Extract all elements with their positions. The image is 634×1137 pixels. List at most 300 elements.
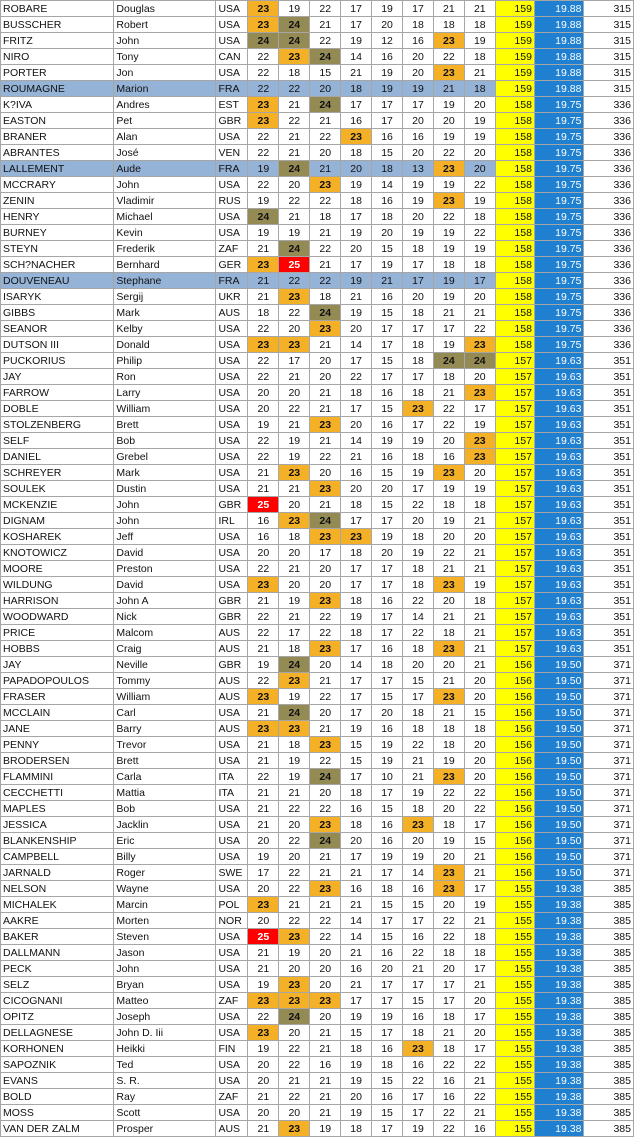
rank-cell[interactable]: 351 — [584, 513, 634, 529]
last-name-cell[interactable]: BRODERSEN — [1, 753, 114, 769]
score-cell[interactable]: 23 — [310, 177, 341, 193]
first-name-cell[interactable]: Aude — [114, 161, 216, 177]
score-cell[interactable]: 22 — [464, 1089, 495, 1105]
last-name-cell[interactable]: MOORE — [1, 561, 114, 577]
first-name-cell[interactable]: Ted — [114, 1057, 216, 1073]
score-cell[interactable]: 19 — [433, 337, 464, 353]
score-cell[interactable]: 20 — [248, 385, 279, 401]
score-cell[interactable]: 21 — [403, 769, 434, 785]
score-cell[interactable]: 23 — [279, 1121, 310, 1137]
score-cell[interactable]: 14 — [341, 657, 372, 673]
first-name-cell[interactable]: Ron — [114, 369, 216, 385]
average-cell[interactable]: 19.75 — [534, 145, 583, 161]
rank-cell[interactable]: 315 — [584, 49, 634, 65]
total-cell[interactable]: 156 — [495, 785, 534, 801]
country-cell[interactable]: USA — [216, 705, 248, 721]
score-cell[interactable]: 22 — [248, 49, 279, 65]
total-cell[interactable]: 157 — [495, 417, 534, 433]
score-cell[interactable]: 21 — [248, 817, 279, 833]
country-cell[interactable]: USA — [216, 129, 248, 145]
score-cell[interactable]: 21 — [248, 1121, 279, 1137]
total-cell[interactable]: 157 — [495, 577, 534, 593]
score-cell[interactable]: 19 — [464, 129, 495, 145]
last-name-cell[interactable]: PORTER — [1, 65, 114, 81]
score-cell[interactable]: 20 — [310, 961, 341, 977]
score-cell[interactable]: 18 — [341, 625, 372, 641]
average-cell[interactable]: 19.50 — [534, 673, 583, 689]
score-cell[interactable]: 22 — [433, 785, 464, 801]
score-cell[interactable]: 20 — [279, 545, 310, 561]
score-cell[interactable]: 18 — [341, 385, 372, 401]
first-name-cell[interactable]: Neville — [114, 657, 216, 673]
score-cell[interactable]: 19 — [433, 177, 464, 193]
rank-cell[interactable]: 351 — [584, 369, 634, 385]
average-cell[interactable]: 19.75 — [534, 129, 583, 145]
score-cell[interactable]: 19 — [372, 737, 403, 753]
score-cell[interactable]: 21 — [341, 449, 372, 465]
score-cell[interactable]: 22 — [310, 609, 341, 625]
score-cell[interactable]: 22 — [433, 209, 464, 225]
average-cell[interactable]: 19.38 — [534, 913, 583, 929]
first-name-cell[interactable]: Scott — [114, 1105, 216, 1121]
score-cell[interactable]: 17 — [464, 1041, 495, 1057]
country-cell[interactable]: USA — [216, 17, 248, 33]
average-cell[interactable]: 19.50 — [534, 689, 583, 705]
average-cell[interactable]: 19.75 — [534, 113, 583, 129]
score-cell[interactable]: 18 — [310, 289, 341, 305]
average-cell[interactable]: 19.38 — [534, 977, 583, 993]
score-cell[interactable]: 15 — [372, 897, 403, 913]
last-name-cell[interactable]: ROUMAGNE — [1, 81, 114, 97]
score-cell[interactable]: 16 — [433, 449, 464, 465]
average-cell[interactable]: 19.38 — [534, 1041, 583, 1057]
average-cell[interactable]: 19.63 — [534, 513, 583, 529]
score-cell[interactable]: 20 — [279, 497, 310, 513]
rank-cell[interactable]: 336 — [584, 97, 634, 113]
score-cell[interactable]: 23 — [341, 529, 372, 545]
score-cell[interactable]: 20 — [310, 657, 341, 673]
score-cell[interactable]: 23 — [433, 577, 464, 593]
score-cell[interactable]: 16 — [310, 1057, 341, 1073]
country-cell[interactable]: USA — [216, 929, 248, 945]
rank-cell[interactable]: 336 — [584, 161, 634, 177]
score-cell[interactable]: 20 — [464, 673, 495, 689]
score-cell[interactable]: 24 — [279, 17, 310, 33]
score-cell[interactable]: 23 — [248, 17, 279, 33]
score-cell[interactable]: 21 — [248, 705, 279, 721]
score-cell[interactable]: 20 — [433, 849, 464, 865]
score-cell[interactable]: 22 — [279, 913, 310, 929]
score-cell[interactable]: 16 — [372, 1089, 403, 1105]
average-cell[interactable]: 19.75 — [534, 177, 583, 193]
score-cell[interactable]: 22 — [248, 433, 279, 449]
score-cell[interactable]: 17 — [403, 481, 434, 497]
score-cell[interactable]: 23 — [248, 577, 279, 593]
score-cell[interactable]: 23 — [248, 257, 279, 273]
score-cell[interactable]: 22 — [248, 321, 279, 337]
score-cell[interactable]: 23 — [433, 65, 464, 81]
last-name-cell[interactable]: OPITZ — [1, 1009, 114, 1025]
score-cell[interactable]: 22 — [279, 881, 310, 897]
score-cell[interactable]: 17 — [341, 513, 372, 529]
last-name-cell[interactable]: MCCLAIN — [1, 705, 114, 721]
first-name-cell[interactable]: Carl — [114, 705, 216, 721]
score-cell[interactable]: 23 — [433, 865, 464, 881]
score-cell[interactable]: 22 — [433, 1121, 464, 1137]
country-cell[interactable]: ITA — [216, 785, 248, 801]
last-name-cell[interactable]: KORHONEN — [1, 1041, 114, 1057]
last-name-cell[interactable]: ZENIN — [1, 193, 114, 209]
score-cell[interactable]: 21 — [433, 673, 464, 689]
country-cell[interactable]: GBR — [216, 113, 248, 129]
score-cell[interactable]: 21 — [310, 1041, 341, 1057]
first-name-cell[interactable]: Wayne — [114, 881, 216, 897]
score-cell[interactable]: 16 — [403, 33, 434, 49]
score-cell[interactable]: 21 — [464, 913, 495, 929]
score-cell[interactable]: 17 — [341, 769, 372, 785]
country-cell[interactable]: USA — [216, 737, 248, 753]
total-cell[interactable]: 156 — [495, 753, 534, 769]
score-cell[interactable]: 14 — [341, 913, 372, 929]
score-cell[interactable]: 20 — [372, 545, 403, 561]
score-cell[interactable]: 22 — [248, 609, 279, 625]
last-name-cell[interactable]: SAPOZNIK — [1, 1057, 114, 1073]
score-cell[interactable]: 21 — [310, 257, 341, 273]
score-cell[interactable]: 17 — [341, 257, 372, 273]
score-cell[interactable]: 17 — [372, 785, 403, 801]
total-cell[interactable]: 155 — [495, 1041, 534, 1057]
last-name-cell[interactable]: STOLZENBERG — [1, 417, 114, 433]
country-cell[interactable]: AUS — [216, 625, 248, 641]
score-cell[interactable]: 21 — [310, 337, 341, 353]
score-cell[interactable]: 19 — [341, 721, 372, 737]
country-cell[interactable]: USA — [216, 577, 248, 593]
total-cell[interactable]: 158 — [495, 145, 534, 161]
average-cell[interactable]: 19.38 — [534, 961, 583, 977]
score-cell[interactable]: 18 — [433, 721, 464, 737]
score-cell[interactable]: 20 — [403, 113, 434, 129]
country-cell[interactable]: ITA — [216, 769, 248, 785]
score-cell[interactable]: 19 — [279, 1, 310, 17]
score-cell[interactable]: 14 — [341, 337, 372, 353]
rank-cell[interactable]: 385 — [584, 1057, 634, 1073]
country-cell[interactable]: USA — [216, 529, 248, 545]
country-cell[interactable]: EST — [216, 97, 248, 113]
country-cell[interactable]: AUS — [216, 641, 248, 657]
first-name-cell[interactable]: Mark — [114, 465, 216, 481]
total-cell[interactable]: 155 — [495, 1025, 534, 1041]
score-cell[interactable]: 18 — [341, 1041, 372, 1057]
score-cell[interactable]: 10 — [372, 769, 403, 785]
rank-cell[interactable]: 351 — [584, 561, 634, 577]
last-name-cell[interactable]: JESSICA — [1, 817, 114, 833]
score-cell[interactable]: 23 — [433, 689, 464, 705]
score-cell[interactable]: 22 — [279, 193, 310, 209]
first-name-cell[interactable]: John — [114, 497, 216, 513]
score-cell[interactable]: 21 — [310, 401, 341, 417]
score-cell[interactable]: 24 — [310, 513, 341, 529]
score-cell[interactable]: 19 — [433, 833, 464, 849]
score-cell[interactable]: 19 — [403, 177, 434, 193]
score-cell[interactable]: 21 — [248, 945, 279, 961]
score-cell[interactable]: 23 — [310, 321, 341, 337]
score-cell[interactable]: 23 — [279, 977, 310, 993]
last-name-cell[interactable]: KNOTOWICZ — [1, 545, 114, 561]
country-cell[interactable]: GBR — [216, 497, 248, 513]
score-cell[interactable]: 22 — [248, 1009, 279, 1025]
score-cell[interactable]: 21 — [464, 865, 495, 881]
score-cell[interactable]: 21 — [310, 497, 341, 513]
score-cell[interactable]: 24 — [433, 353, 464, 369]
score-cell[interactable]: 18 — [403, 305, 434, 321]
score-cell[interactable]: 23 — [464, 433, 495, 449]
average-cell[interactable]: 19.63 — [534, 417, 583, 433]
score-cell[interactable]: 15 — [403, 673, 434, 689]
total-cell[interactable]: 155 — [495, 977, 534, 993]
score-cell[interactable]: 20 — [403, 289, 434, 305]
rank-cell[interactable]: 385 — [584, 1105, 634, 1121]
total-cell[interactable]: 155 — [495, 881, 534, 897]
last-name-cell[interactable]: BOLD — [1, 1089, 114, 1105]
score-cell[interactable]: 20 — [248, 1057, 279, 1073]
score-cell[interactable]: 20 — [341, 241, 372, 257]
score-cell[interactable]: 19 — [341, 33, 372, 49]
total-cell[interactable]: 157 — [495, 561, 534, 577]
last-name-cell[interactable]: PECK — [1, 961, 114, 977]
last-name-cell[interactable]: DIGNAM — [1, 513, 114, 529]
score-cell[interactable]: 19 — [403, 81, 434, 97]
score-cell[interactable]: 18 — [403, 705, 434, 721]
score-cell[interactable]: 17 — [403, 369, 434, 385]
score-cell[interactable]: 22 — [279, 81, 310, 97]
score-cell[interactable]: 24 — [279, 705, 310, 721]
score-cell[interactable]: 21 — [464, 65, 495, 81]
first-name-cell[interactable]: Steven — [114, 929, 216, 945]
score-cell[interactable]: 18 — [464, 945, 495, 961]
score-cell[interactable]: 18 — [464, 593, 495, 609]
last-name-cell[interactable]: ROBARE — [1, 1, 114, 17]
score-cell[interactable]: 16 — [403, 129, 434, 145]
score-cell[interactable]: 21 — [279, 369, 310, 385]
score-cell[interactable]: 14 — [403, 865, 434, 881]
last-name-cell[interactable]: PAPADOPOULOS — [1, 673, 114, 689]
total-cell[interactable]: 155 — [495, 1089, 534, 1105]
score-cell[interactable]: 21 — [403, 961, 434, 977]
rank-cell[interactable]: 351 — [584, 545, 634, 561]
score-cell[interactable]: 15 — [372, 465, 403, 481]
first-name-cell[interactable]: José — [114, 145, 216, 161]
score-cell[interactable]: 20 — [464, 993, 495, 1009]
total-cell[interactable]: 156 — [495, 817, 534, 833]
score-cell[interactable]: 21 — [464, 1105, 495, 1121]
first-name-cell[interactable]: S. R. — [114, 1073, 216, 1089]
score-cell[interactable]: 21 — [248, 1089, 279, 1105]
score-cell[interactable]: 22 — [310, 625, 341, 641]
score-cell[interactable]: 18 — [403, 529, 434, 545]
score-cell[interactable]: 19 — [403, 193, 434, 209]
score-cell[interactable]: 22 — [248, 673, 279, 689]
score-cell[interactable]: 15 — [310, 65, 341, 81]
score-cell[interactable]: 21 — [464, 545, 495, 561]
country-cell[interactable]: GBR — [216, 609, 248, 625]
country-cell[interactable]: USA — [216, 433, 248, 449]
total-cell[interactable]: 156 — [495, 849, 534, 865]
score-cell[interactable]: 21 — [310, 113, 341, 129]
score-cell[interactable]: 17 — [433, 321, 464, 337]
score-cell[interactable]: 21 — [464, 609, 495, 625]
score-cell[interactable]: 19 — [279, 225, 310, 241]
first-name-cell[interactable]: Dustin — [114, 481, 216, 497]
score-cell[interactable]: 18 — [464, 497, 495, 513]
score-cell[interactable]: 20 — [464, 369, 495, 385]
total-cell[interactable]: 157 — [495, 385, 534, 401]
score-cell[interactable]: 20 — [464, 465, 495, 481]
score-cell[interactable]: 20 — [464, 737, 495, 753]
rank-cell[interactable]: 371 — [584, 705, 634, 721]
last-name-cell[interactable]: PRICE — [1, 625, 114, 641]
score-cell[interactable]: 17 — [372, 561, 403, 577]
first-name-cell[interactable]: Prosper — [114, 1121, 216, 1137]
score-cell[interactable]: 19 — [248, 225, 279, 241]
score-cell[interactable]: 20 — [403, 65, 434, 81]
score-cell[interactable]: 17 — [403, 257, 434, 273]
score-cell[interactable]: 17 — [464, 961, 495, 977]
score-cell[interactable]: 19 — [464, 417, 495, 433]
score-cell[interactable]: 21 — [464, 657, 495, 673]
score-cell[interactable]: 24 — [310, 305, 341, 321]
score-cell[interactable]: 19 — [372, 753, 403, 769]
last-name-cell[interactable]: BRANER — [1, 129, 114, 145]
score-cell[interactable]: 20 — [310, 977, 341, 993]
score-cell[interactable]: 23 — [279, 513, 310, 529]
score-cell[interactable]: 18 — [341, 1121, 372, 1137]
first-name-cell[interactable]: Stephane — [114, 273, 216, 289]
score-cell[interactable]: 16 — [372, 593, 403, 609]
rank-cell[interactable]: 385 — [584, 929, 634, 945]
score-cell[interactable]: 15 — [372, 145, 403, 161]
score-cell[interactable]: 17 — [372, 609, 403, 625]
average-cell[interactable]: 19.50 — [534, 753, 583, 769]
score-cell[interactable]: 15 — [464, 705, 495, 721]
score-cell[interactable]: 20 — [310, 465, 341, 481]
first-name-cell[interactable]: Brett — [114, 753, 216, 769]
score-cell[interactable]: 15 — [372, 929, 403, 945]
average-cell[interactable]: 19.63 — [534, 433, 583, 449]
last-name-cell[interactable]: JARNALD — [1, 865, 114, 881]
first-name-cell[interactable]: Jon — [114, 65, 216, 81]
score-cell[interactable]: 19 — [248, 657, 279, 673]
score-cell[interactable]: 17 — [372, 337, 403, 353]
average-cell[interactable]: 19.75 — [534, 321, 583, 337]
rank-cell[interactable]: 336 — [584, 273, 634, 289]
last-name-cell[interactable]: HARRISON — [1, 593, 114, 609]
score-cell[interactable]: 19 — [310, 1121, 341, 1137]
score-cell[interactable]: 21 — [248, 785, 279, 801]
country-cell[interactable]: USA — [216, 561, 248, 577]
score-cell[interactable]: 19 — [279, 433, 310, 449]
score-cell[interactable]: 18 — [403, 241, 434, 257]
country-cell[interactable]: RUS — [216, 193, 248, 209]
score-cell[interactable]: 22 — [433, 1057, 464, 1073]
country-cell[interactable]: USA — [216, 337, 248, 353]
score-cell[interactable]: 22 — [279, 865, 310, 881]
last-name-cell[interactable]: FRITZ — [1, 33, 114, 49]
score-cell[interactable]: 24 — [279, 657, 310, 673]
rank-cell[interactable]: 336 — [584, 209, 634, 225]
score-cell[interactable]: 16 — [341, 961, 372, 977]
score-cell[interactable]: 18 — [403, 577, 434, 593]
score-cell[interactable]: 18 — [403, 561, 434, 577]
country-cell[interactable]: GBR — [216, 657, 248, 673]
average-cell[interactable]: 19.50 — [534, 833, 583, 849]
rank-cell[interactable]: 315 — [584, 17, 634, 33]
score-cell[interactable]: 17 — [341, 689, 372, 705]
score-cell[interactable]: 21 — [279, 417, 310, 433]
first-name-cell[interactable]: John D. Iii — [114, 1025, 216, 1041]
first-name-cell[interactable]: Pet — [114, 113, 216, 129]
total-cell[interactable]: 158 — [495, 273, 534, 289]
score-cell[interactable]: 15 — [372, 1073, 403, 1089]
country-cell[interactable]: USA — [216, 209, 248, 225]
last-name-cell[interactable]: FRASER — [1, 689, 114, 705]
score-cell[interactable]: 17 — [372, 321, 403, 337]
score-cell[interactable]: 20 — [433, 529, 464, 545]
rank-cell[interactable]: 371 — [584, 785, 634, 801]
score-cell[interactable]: 17 — [341, 1, 372, 17]
score-cell[interactable]: 24 — [464, 353, 495, 369]
rank-cell[interactable]: 336 — [584, 257, 634, 273]
score-cell[interactable]: 16 — [341, 113, 372, 129]
score-cell[interactable]: 18 — [433, 1041, 464, 1057]
first-name-cell[interactable]: Ray — [114, 1089, 216, 1105]
score-cell[interactable]: 17 — [372, 577, 403, 593]
score-cell[interactable]: 20 — [464, 753, 495, 769]
average-cell[interactable]: 19.63 — [534, 401, 583, 417]
rank-cell[interactable]: 385 — [584, 1121, 634, 1137]
score-cell[interactable]: 17 — [464, 881, 495, 897]
score-cell[interactable]: 20 — [433, 801, 464, 817]
score-cell[interactable]: 22 — [279, 1057, 310, 1073]
score-cell[interactable]: 18 — [372, 657, 403, 673]
last-name-cell[interactable]: ISARYK — [1, 289, 114, 305]
score-cell[interactable]: 19 — [341, 1009, 372, 1025]
total-cell[interactable]: 156 — [495, 689, 534, 705]
score-cell[interactable]: 19 — [433, 289, 464, 305]
score-cell[interactable]: 20 — [279, 961, 310, 977]
score-cell[interactable]: 15 — [341, 737, 372, 753]
last-name-cell[interactable]: NELSON — [1, 881, 114, 897]
first-name-cell[interactable]: Mark — [114, 305, 216, 321]
score-cell[interactable]: 21 — [248, 289, 279, 305]
score-cell[interactable]: 18 — [464, 257, 495, 273]
score-cell[interactable]: 21 — [433, 705, 464, 721]
total-cell[interactable]: 159 — [495, 1, 534, 17]
score-cell[interactable]: 21 — [310, 721, 341, 737]
score-cell[interactable]: 21 — [279, 129, 310, 145]
score-cell[interactable]: 21 — [433, 385, 464, 401]
score-cell[interactable]: 23 — [248, 993, 279, 1009]
score-cell[interactable]: 23 — [310, 817, 341, 833]
total-cell[interactable]: 155 — [495, 993, 534, 1009]
score-cell[interactable]: 21 — [433, 81, 464, 97]
score-cell[interactable]: 21 — [464, 625, 495, 641]
score-cell[interactable]: 23 — [433, 769, 464, 785]
country-cell[interactable]: USA — [216, 753, 248, 769]
score-cell[interactable]: 17 — [433, 993, 464, 1009]
score-cell[interactable]: 21 — [248, 241, 279, 257]
average-cell[interactable]: 19.88 — [534, 17, 583, 33]
first-name-cell[interactable]: Craig — [114, 641, 216, 657]
